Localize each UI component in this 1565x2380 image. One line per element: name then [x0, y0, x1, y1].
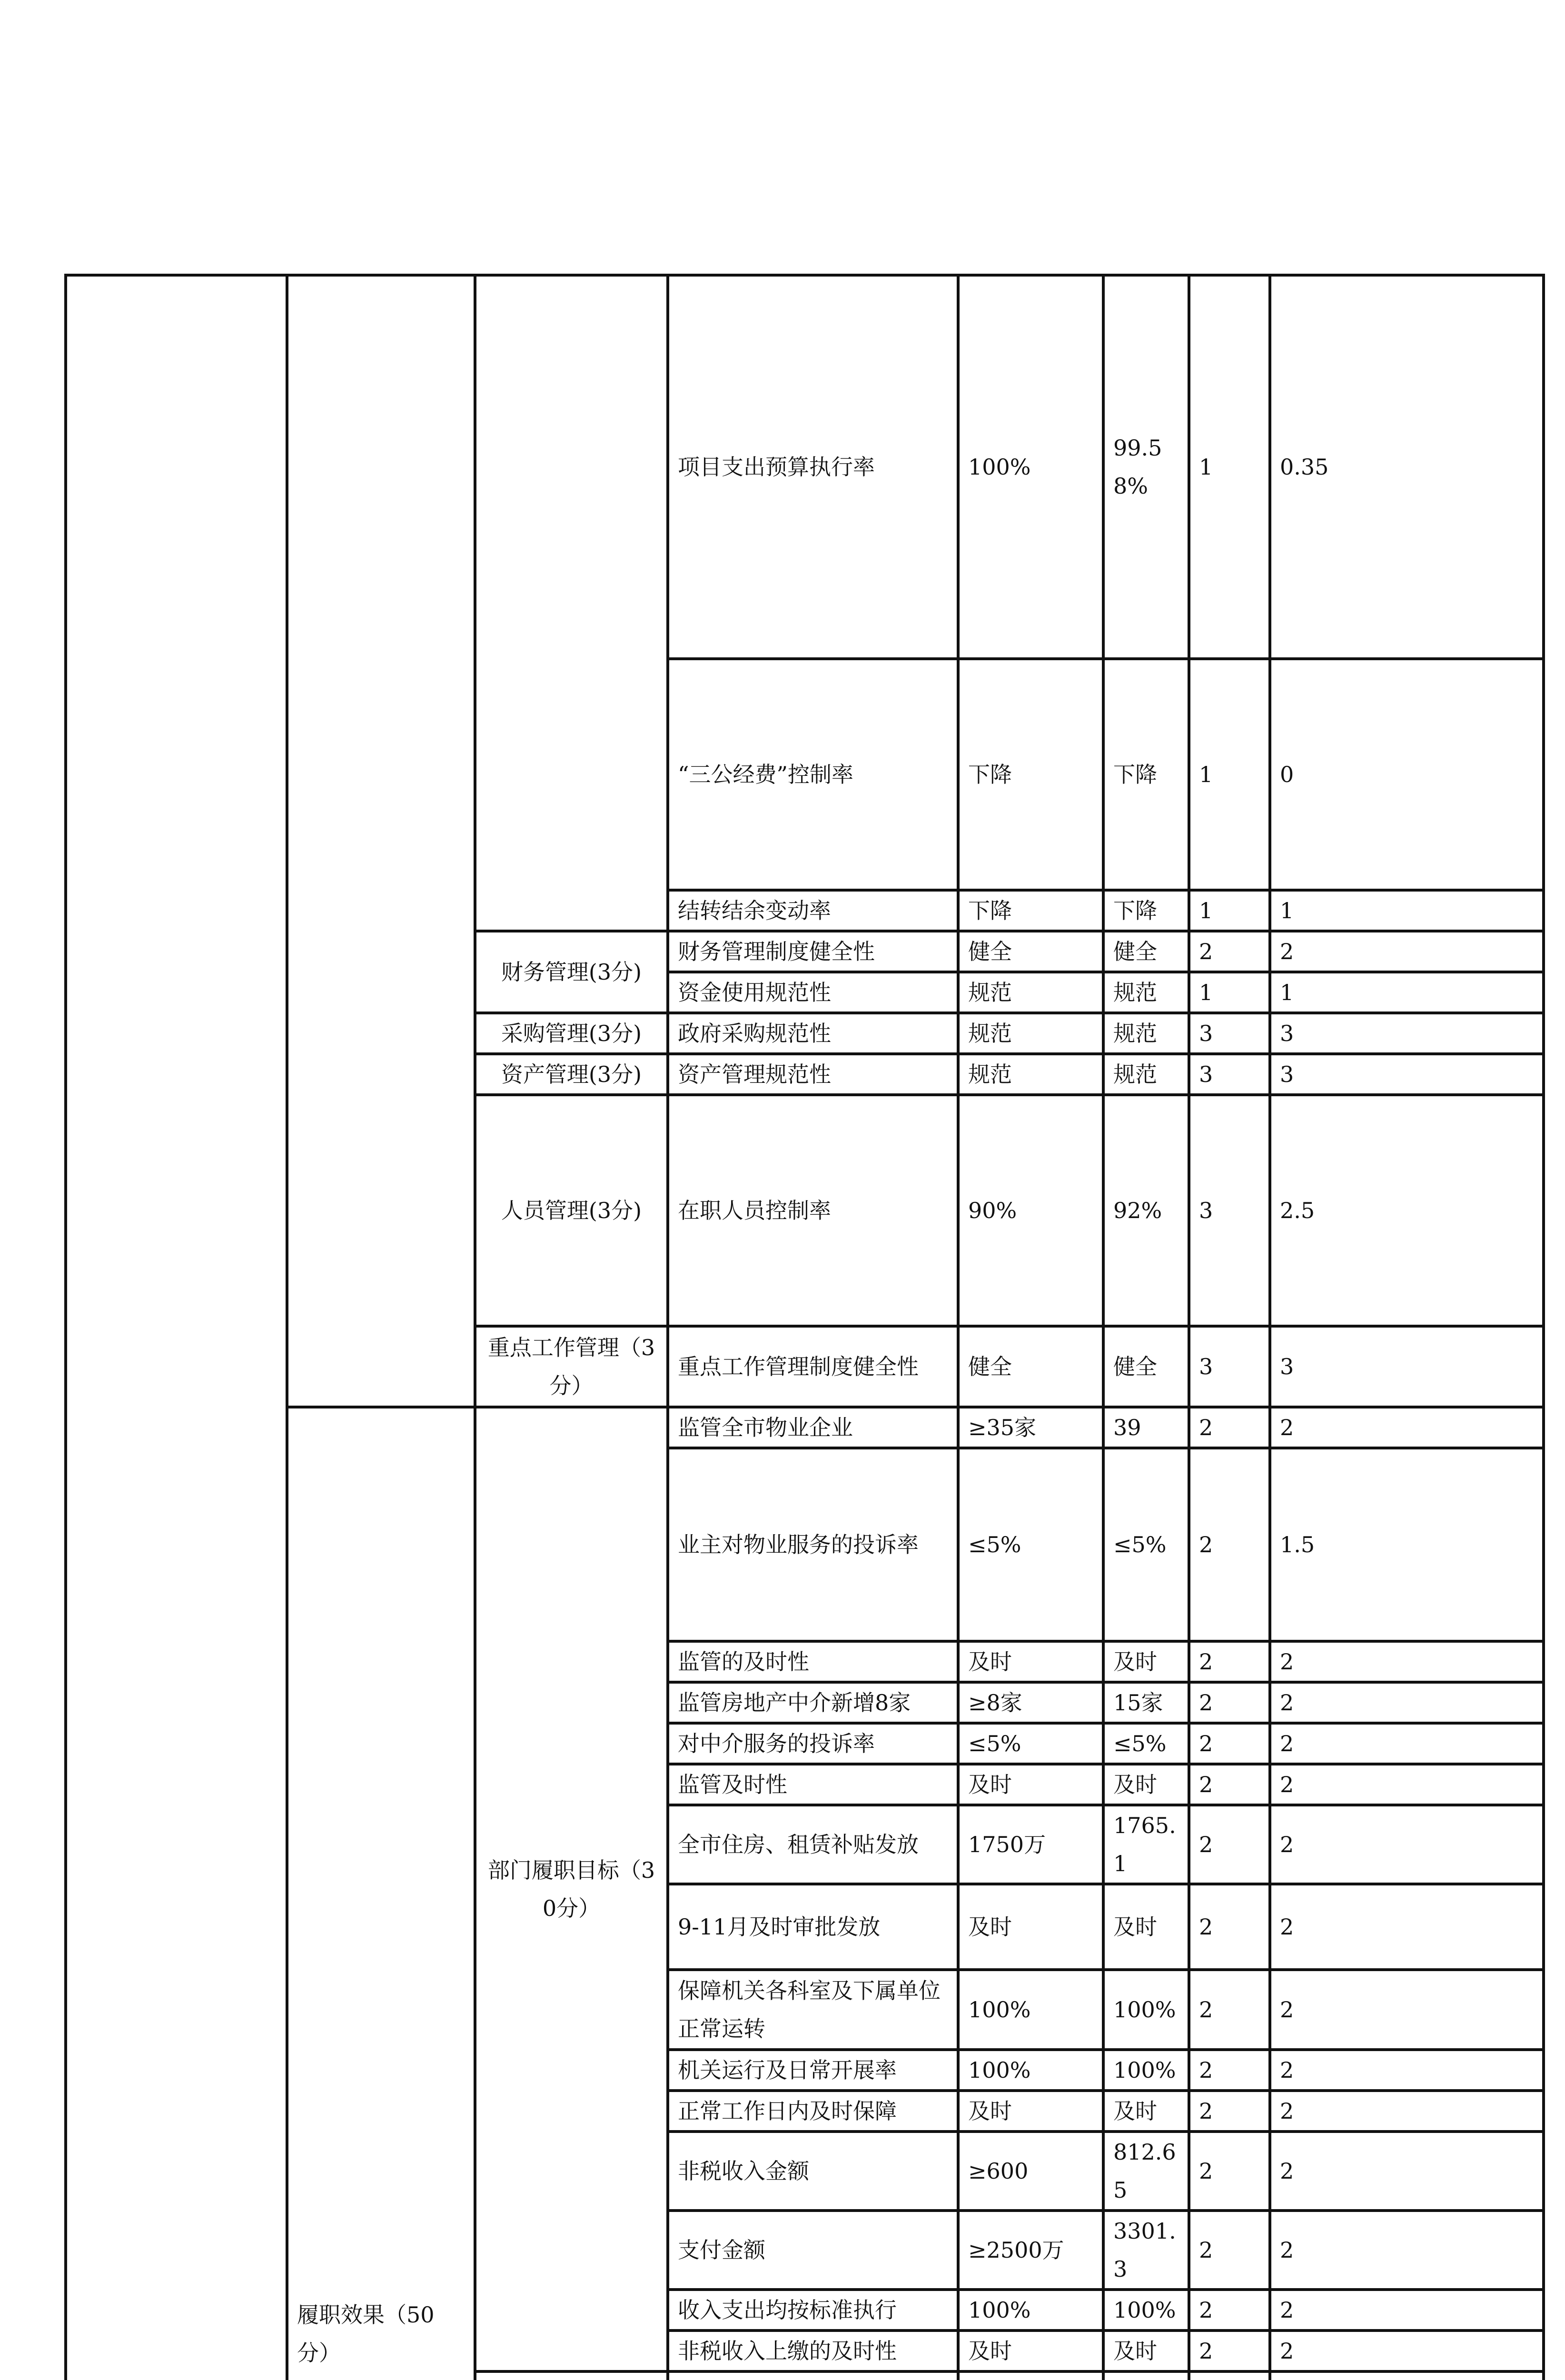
group-duty-effect: 履职效果（50分）	[287, 1407, 475, 2380]
cell-target: 100%	[958, 2050, 1103, 2091]
cell-weight: 1	[1189, 972, 1270, 1013]
cell-score: 2	[1270, 2330, 1544, 2371]
cell-score: 3	[1270, 1326, 1544, 1407]
cell-actual: 健全	[1103, 931, 1189, 972]
cell-weight: 3	[1189, 1326, 1270, 1407]
cell-target: 及时	[958, 2091, 1103, 2132]
cell-indicator: 监管全市物业企业	[668, 1407, 958, 1448]
cell-actual: 及时	[1103, 1641, 1189, 1682]
cell-target: 1750万	[958, 1805, 1103, 1884]
cell-actual: 及时	[1103, 2091, 1189, 2132]
cell-weight: 2	[1189, 1448, 1270, 1641]
cell-score: 2	[1270, 1641, 1544, 1682]
cell-indicator: 重点工作管理制度健全性	[668, 1326, 958, 1407]
cell-target: ≥2500万	[958, 2211, 1103, 2290]
cell-weight: 2	[1189, 1641, 1270, 1682]
level1-category	[66, 275, 287, 2380]
cell-weight: 3	[1189, 1054, 1270, 1095]
cell-weight: 2	[1189, 2050, 1270, 2091]
cell-indicator: 资金使用规范性	[668, 972, 958, 1013]
cell-indicator: 财务管理制度健全性	[668, 931, 958, 972]
cell-actual: 下降	[1103, 659, 1189, 890]
table-row	[66, 275, 1544, 659]
cell-actual	[1103, 2371, 1189, 2380]
cell-indicator: 政府采购规范性	[668, 1013, 958, 1054]
cell-weight: 1	[1189, 890, 1270, 931]
cell-weight: 2	[1189, 1407, 1270, 1448]
cell-indicator: “三公经费”控制率	[668, 659, 958, 890]
cell-indicator: 在职人员控制率	[668, 1095, 958, 1326]
cell-score: 2	[1270, 1723, 1544, 1764]
cell-indicator: 项目支出预算执行率	[668, 275, 958, 659]
cell-weight: 2	[1189, 1805, 1270, 1884]
cell-weight: 1	[1189, 275, 1270, 659]
cell-weight: 2	[1189, 2211, 1270, 2290]
cell-indicator	[668, 2371, 958, 2380]
cell-target: ≥8家	[958, 1682, 1103, 1723]
cell-score: 1.5	[1270, 1448, 1544, 1641]
cell-weight	[1189, 2371, 1270, 2380]
cell-score: 2	[1270, 1884, 1544, 1970]
table-row	[66, 1407, 1544, 1448]
cell-score: 0.35	[1270, 275, 1544, 659]
cell-target: 及时	[958, 1641, 1103, 1682]
cell-indicator: 支付金额	[668, 2211, 958, 2290]
cell-indicator: 非税收入金额	[668, 2132, 958, 2211]
cell-score: 2	[1270, 1764, 1544, 1805]
cell-target: 100%	[958, 1970, 1103, 2050]
cell-actual: 812.65	[1103, 2132, 1189, 2211]
cell-target: ≤5%	[958, 1448, 1103, 1641]
cell-actual: 规范	[1103, 1013, 1189, 1054]
cell-actual: 1765.1	[1103, 1805, 1189, 1884]
cell-weight: 2	[1189, 2091, 1270, 2132]
cell-target: 及时	[958, 1884, 1103, 1970]
cell-target	[958, 2371, 1103, 2380]
cell-score: 2	[1270, 1682, 1544, 1723]
group-dept-effect-goal	[475, 2371, 668, 2380]
cell-target: 90%	[958, 1095, 1103, 1326]
group-dept-duty-goal: 部门履职目标（30分）	[475, 1407, 668, 2371]
cell-target: 下降	[958, 890, 1103, 931]
cell-indicator: 保障机关各科室及下属单位正常运转	[668, 1970, 958, 2050]
cell-weight: 2	[1189, 2330, 1270, 2371]
cell-target: 100%	[958, 2290, 1103, 2330]
cell-actual: 100%	[1103, 2050, 1189, 2091]
level3-blank	[475, 275, 668, 931]
cell-score: 2	[1270, 1970, 1544, 2050]
group-finance-mgmt: 财务管理(3分)	[475, 931, 668, 1013]
cell-actual: 100%	[1103, 1970, 1189, 2050]
performance-evaluation-table	[64, 274, 1545, 2380]
group-procure-mgmt: 采购管理(3分)	[475, 1013, 668, 1054]
cell-score: 2	[1270, 2050, 1544, 2091]
cell-weight: 2	[1189, 1723, 1270, 1764]
group-staff-mgmt: 人员管理(3分)	[475, 1095, 668, 1326]
cell-score: 2.5	[1270, 1095, 1544, 1326]
cell-target: 规范	[958, 1054, 1103, 1095]
cell-target: 及时	[958, 1764, 1103, 1805]
cell-actual: 及时	[1103, 1884, 1189, 1970]
cell-weight: 2	[1189, 1682, 1270, 1723]
cell-indicator: 正常工作日内及时保障	[668, 2091, 958, 2132]
cell-score: 2	[1270, 2132, 1544, 2211]
cell-score: 1	[1270, 890, 1544, 931]
cell-indicator: 9-11月及时审批发放	[668, 1884, 958, 1970]
cell-target: 100%	[958, 275, 1103, 659]
cell-target: 健全	[958, 931, 1103, 972]
cell-target: ≥600	[958, 2132, 1103, 2211]
cell-score: 2	[1270, 1805, 1544, 1884]
cell-indicator: 机关运行及日常开展率	[668, 2050, 958, 2091]
cell-score: 1	[1270, 972, 1544, 1013]
cell-actual: 99.58%	[1103, 275, 1189, 659]
cell-actual: 健全	[1103, 1326, 1189, 1407]
cell-score: 0	[1270, 659, 1544, 890]
cell-weight: 3	[1189, 1095, 1270, 1326]
cell-target: 健全	[958, 1326, 1103, 1407]
cell-score	[1270, 2371, 1544, 2380]
cell-actual: 92%	[1103, 1095, 1189, 1326]
cell-score: 2	[1270, 2211, 1544, 2290]
cell-score: 2	[1270, 2091, 1544, 2132]
cell-target: 规范	[958, 972, 1103, 1013]
group-asset-mgmt: 资产管理(3分)	[475, 1054, 668, 1095]
cell-target: 规范	[958, 1013, 1103, 1054]
cell-indicator: 非税收入上缴的及时性	[668, 2330, 958, 2371]
cell-actual: 15家	[1103, 1682, 1189, 1723]
cell-target: ≥35家	[958, 1407, 1103, 1448]
cell-indicator: 业主对物业服务的投诉率	[668, 1448, 958, 1641]
cell-score: 3	[1270, 1054, 1544, 1095]
cell-actual: 下降	[1103, 890, 1189, 931]
cell-target: 及时	[958, 2330, 1103, 2371]
cell-score: 2	[1270, 931, 1544, 972]
cell-weight: 2	[1189, 2290, 1270, 2330]
cell-indicator: 全市住房、租赁补贴发放	[668, 1805, 958, 1884]
cell-actual: 规范	[1103, 972, 1189, 1013]
cell-actual: ≤5%	[1103, 1723, 1189, 1764]
cell-actual: 3301.3	[1103, 2211, 1189, 2290]
cell-indicator: 监管房地产中介新增8家	[668, 1682, 958, 1723]
cell-weight: 2	[1189, 931, 1270, 972]
cell-indicator: 资产管理规范性	[668, 1054, 958, 1095]
cell-actual: 规范	[1103, 1054, 1189, 1095]
cell-score: 3	[1270, 1013, 1544, 1054]
cell-actual: 及时	[1103, 1764, 1189, 1805]
group-key-work-mgmt: 重点工作管理（3分）	[475, 1326, 668, 1407]
cell-weight: 1	[1189, 659, 1270, 890]
cell-weight: 2	[1189, 1970, 1270, 2050]
cell-indicator: 对中介服务的投诉率	[668, 1723, 958, 1764]
cell-actual: 及时	[1103, 2330, 1189, 2371]
cell-indicator: 结转结余变动率	[668, 890, 958, 931]
cell-score: 2	[1270, 1407, 1544, 1448]
cell-actual: ≤5%	[1103, 1448, 1189, 1641]
cell-target: ≤5%	[958, 1723, 1103, 1764]
cell-actual: 39	[1103, 1407, 1189, 1448]
cell-weight: 2	[1189, 2132, 1270, 2211]
cell-weight: 2	[1189, 1884, 1270, 1970]
cell-indicator: 监管的及时性	[668, 1641, 958, 1682]
cell-target: 下降	[958, 659, 1103, 890]
cell-score: 2	[1270, 2290, 1544, 2330]
cell-indicator: 收入支出均按标准执行	[668, 2290, 958, 2330]
cell-indicator: 监管及时性	[668, 1764, 958, 1805]
cell-weight: 2	[1189, 1764, 1270, 1805]
cell-weight: 3	[1189, 1013, 1270, 1054]
cell-actual: 100%	[1103, 2290, 1189, 2330]
level2-blank	[287, 275, 475, 1407]
